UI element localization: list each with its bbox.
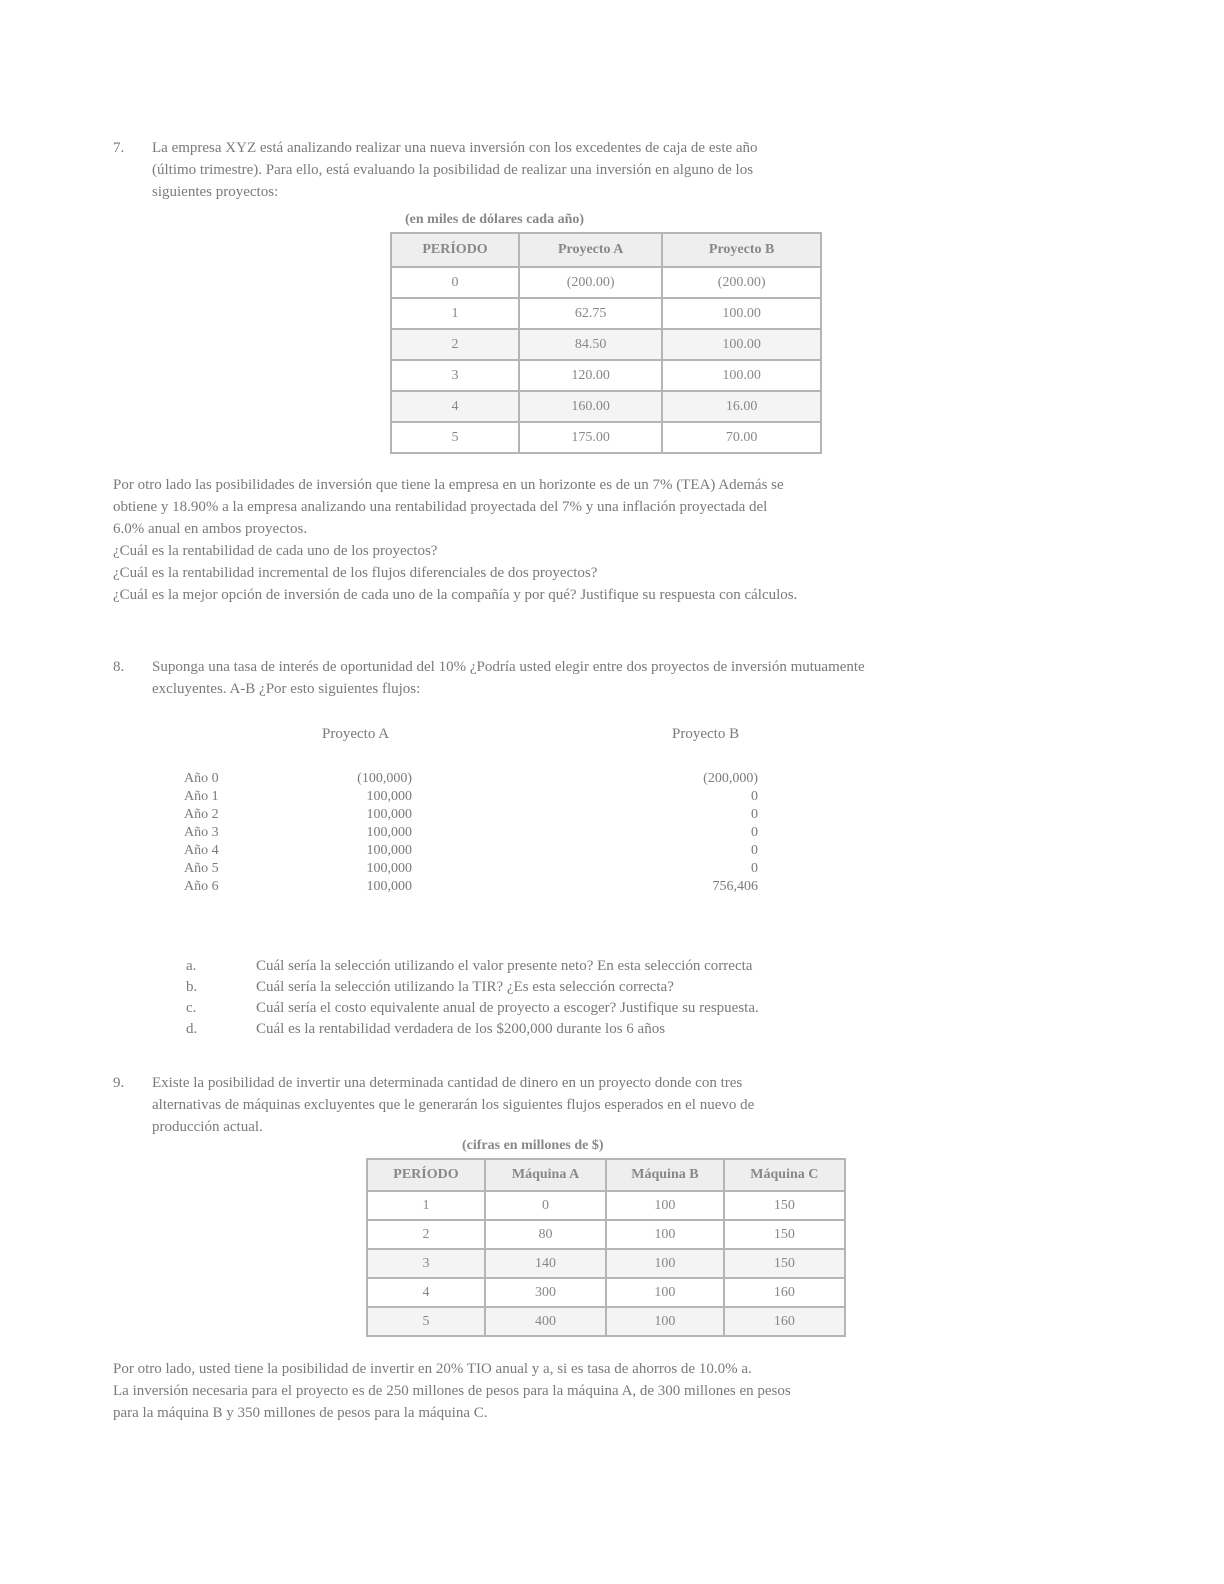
question-body [113, 474, 1103, 606]
table-row [367, 1191, 845, 1220]
body-line: ¿Cuál es la rentabilidad de cada uno de los proyectos? [113, 543, 438, 559]
body-line: para la máquina B y 350 millones de pesos para la máquina C. [113, 1405, 488, 1421]
table-cell: 62.75 [519, 298, 662, 329]
year-label: Año 6 [184, 879, 219, 894]
flow-value: 0 [751, 843, 758, 858]
flow-value: 0 [751, 789, 758, 804]
table-cell: 120.00 [519, 360, 662, 391]
flow-value: 0 [751, 807, 758, 822]
table-cell: 3 [367, 1249, 485, 1278]
project-b-flows [662, 770, 758, 896]
table-cell: 160.00 [519, 391, 662, 422]
table-row [391, 329, 821, 360]
body-line: obtiene y 18.90% a la empresa analizando una rentabilidad proyectada del 7% y una inflación proyectada del [113, 499, 768, 515]
question-number: 9. [113, 1075, 125, 1091]
body-line: ¿Cuál es la mejor opción de inversión de cada uno de la compañía y por qué? Justifique su respuesta con cálculos. [113, 587, 798, 603]
column-header: Proyecto A [519, 233, 662, 267]
table-cell: 150 [724, 1220, 845, 1249]
year-label: Año 4 [184, 843, 219, 858]
project-a-flows [318, 770, 412, 896]
table-cell: 100 [606, 1220, 723, 1249]
table-row [391, 267, 821, 298]
table-cell: 1 [391, 298, 519, 329]
intro-line: (último trimestre). Para ello, está evaluando la posibilidad de realizar una inversión en alguno de los [152, 162, 754, 178]
intro-line: alternativas de máquinas excluyentes que le generarán los siguientes flujos esperados en el nuevo de [152, 1097, 755, 1113]
body-line: Por otro lado, usted tiene la posibilidad de invertir en 20% TIO anual y a, si es tasa de ahorros de 10.0% a. [113, 1361, 752, 1377]
table-cell: 100 [606, 1249, 723, 1278]
intro-line: Existe la posibilidad de invertir una determinada cantidad de dinero en un proyecto donde con tres [152, 1075, 743, 1091]
project-b-heading: Proyecto B [672, 726, 740, 742]
table-cell: 3 [391, 360, 519, 391]
table-caption: (en miles de dólares cada año) [405, 212, 585, 227]
body-line: ¿Cuál es la rentabilidad incremental de los flujos diferenciales de dos proyectos? [113, 565, 598, 581]
table-cell: 5 [367, 1307, 485, 1336]
table-cell: 160 [724, 1307, 845, 1336]
machine-flow-table [366, 1158, 846, 1337]
table-cell: 16.00 [662, 391, 821, 422]
year-label: Año 1 [184, 789, 219, 804]
table-row [367, 1278, 845, 1307]
table-cell: (200.00) [519, 267, 662, 298]
sub-question-label: b. [186, 979, 198, 995]
table-caption: (cifras en millones de $) [462, 1138, 604, 1153]
table-cell: 300 [485, 1278, 606, 1307]
column-header: PERÍODO [391, 233, 519, 267]
question-intro [152, 1072, 1032, 1138]
table-cell: (200.00) [662, 267, 821, 298]
intro-line: producción actual. [152, 1119, 263, 1135]
table-row [391, 422, 821, 453]
table-row [367, 1249, 845, 1278]
table-cell: 100.00 [662, 360, 821, 391]
sub-question-text: Cuál sería la selección utilizando el valor presente neto? En esta selección correcta [256, 958, 753, 974]
flow-value: (200,000) [703, 771, 758, 786]
body-line: Por otro lado las posibilidades de inversión que tiene la empresa en un horizonte es de un 7% (TEA) Además se [113, 477, 784, 493]
column-header: Máquina C [724, 1159, 845, 1191]
intro-line: excluyentes. A-B ¿Por esto siguientes flujos: [152, 681, 421, 697]
question-number: 7. [113, 140, 125, 156]
table-cell: 400 [485, 1307, 606, 1336]
table-cell: 2 [391, 329, 519, 360]
flow-value: 100,000 [366, 807, 412, 822]
table-cell: 140 [485, 1249, 606, 1278]
project-a-heading: Proyecto A [322, 726, 390, 742]
year-label: Año 5 [184, 861, 219, 876]
table-cell: 4 [367, 1278, 485, 1307]
body-line: 6.0% anual en ambos proyectos. [113, 521, 308, 537]
table-cell: 4 [391, 391, 519, 422]
table-cell: 100 [606, 1191, 723, 1220]
table-cell: 5 [391, 422, 519, 453]
sub-question [186, 998, 1066, 1019]
flow-value: 0 [751, 861, 758, 876]
table-row [367, 1220, 845, 1249]
table-cell: 0 [391, 267, 519, 298]
sub-question-text: Cuál sería el costo equivalente anual de proyecto a escoger? Justifique su respuesta. [256, 1000, 759, 1016]
sub-question-label: a. [186, 958, 197, 974]
intro-line: Suponga una tasa de interés de oportunidad del 10% ¿Podría usted elegir entre dos proyectos de inversión mutuamente [152, 659, 865, 675]
flow-value: 100,000 [366, 861, 412, 876]
intro-line: La empresa XYZ está analizando realizar una nueva inversión con los excedentes de caja de este año [152, 140, 758, 156]
table-cell: 2 [367, 1220, 485, 1249]
sub-question [186, 977, 1066, 998]
flow-value: (100,000) [357, 771, 412, 786]
year-label: Año 0 [184, 771, 219, 786]
year-label: Año 3 [184, 825, 219, 840]
body-line: La inversión necesaria para el proyecto es de 250 millones de pesos para la máquina A, de 300 millones en pesos [113, 1383, 791, 1399]
table-cell: 100 [606, 1307, 723, 1336]
table-cell: 160 [724, 1278, 845, 1307]
sub-question-list [186, 956, 1066, 1040]
year-labels [184, 770, 219, 896]
table-row [391, 360, 821, 391]
table-row [391, 298, 821, 329]
column-header: Proyecto B [662, 233, 821, 267]
intro-line: siguientes proyectos: [152, 184, 279, 200]
question-number: 8. [113, 659, 125, 675]
flow-value: 100,000 [366, 789, 412, 804]
year-label: Año 2 [184, 807, 219, 822]
table-row [367, 1307, 845, 1336]
sub-question [186, 956, 1066, 977]
table-cell: 100.00 [662, 298, 821, 329]
flow-value: 100,000 [366, 825, 412, 840]
table-cell: 100.00 [662, 329, 821, 360]
table-row [391, 391, 821, 422]
table-cell: 80 [485, 1220, 606, 1249]
table-cell: 150 [724, 1191, 845, 1220]
flow-value: 100,000 [366, 879, 412, 894]
table-cell: 84.50 [519, 329, 662, 360]
cash-flow-table [390, 232, 822, 454]
sub-question [186, 1019, 1066, 1040]
column-header: Máquina B [606, 1159, 723, 1191]
column-header: Máquina A [485, 1159, 606, 1191]
table-cell: 150 [724, 1249, 845, 1278]
question-intro [152, 137, 1102, 203]
column-header: PERÍODO [367, 1159, 485, 1191]
sub-question-label: c. [186, 1000, 197, 1016]
question-intro [152, 656, 1102, 700]
flow-value: 100,000 [366, 843, 412, 858]
flow-value: 756,406 [712, 879, 758, 894]
table-cell: 70.00 [662, 422, 821, 453]
table-cell: 175.00 [519, 422, 662, 453]
sub-question-label: d. [186, 1021, 198, 1037]
table-cell: 100 [606, 1278, 723, 1307]
flow-value: 0 [751, 825, 758, 840]
table-cell: 0 [485, 1191, 606, 1220]
sub-question-text: Cuál es la rentabilidad verdadera de los $200,000 durante los 6 años [256, 1021, 666, 1037]
sub-question-text: Cuál sería la selección utilizando la TIR? ¿Es esta selección correcta? [256, 979, 674, 995]
table-cell: 1 [367, 1191, 485, 1220]
question-body [113, 1358, 1103, 1424]
